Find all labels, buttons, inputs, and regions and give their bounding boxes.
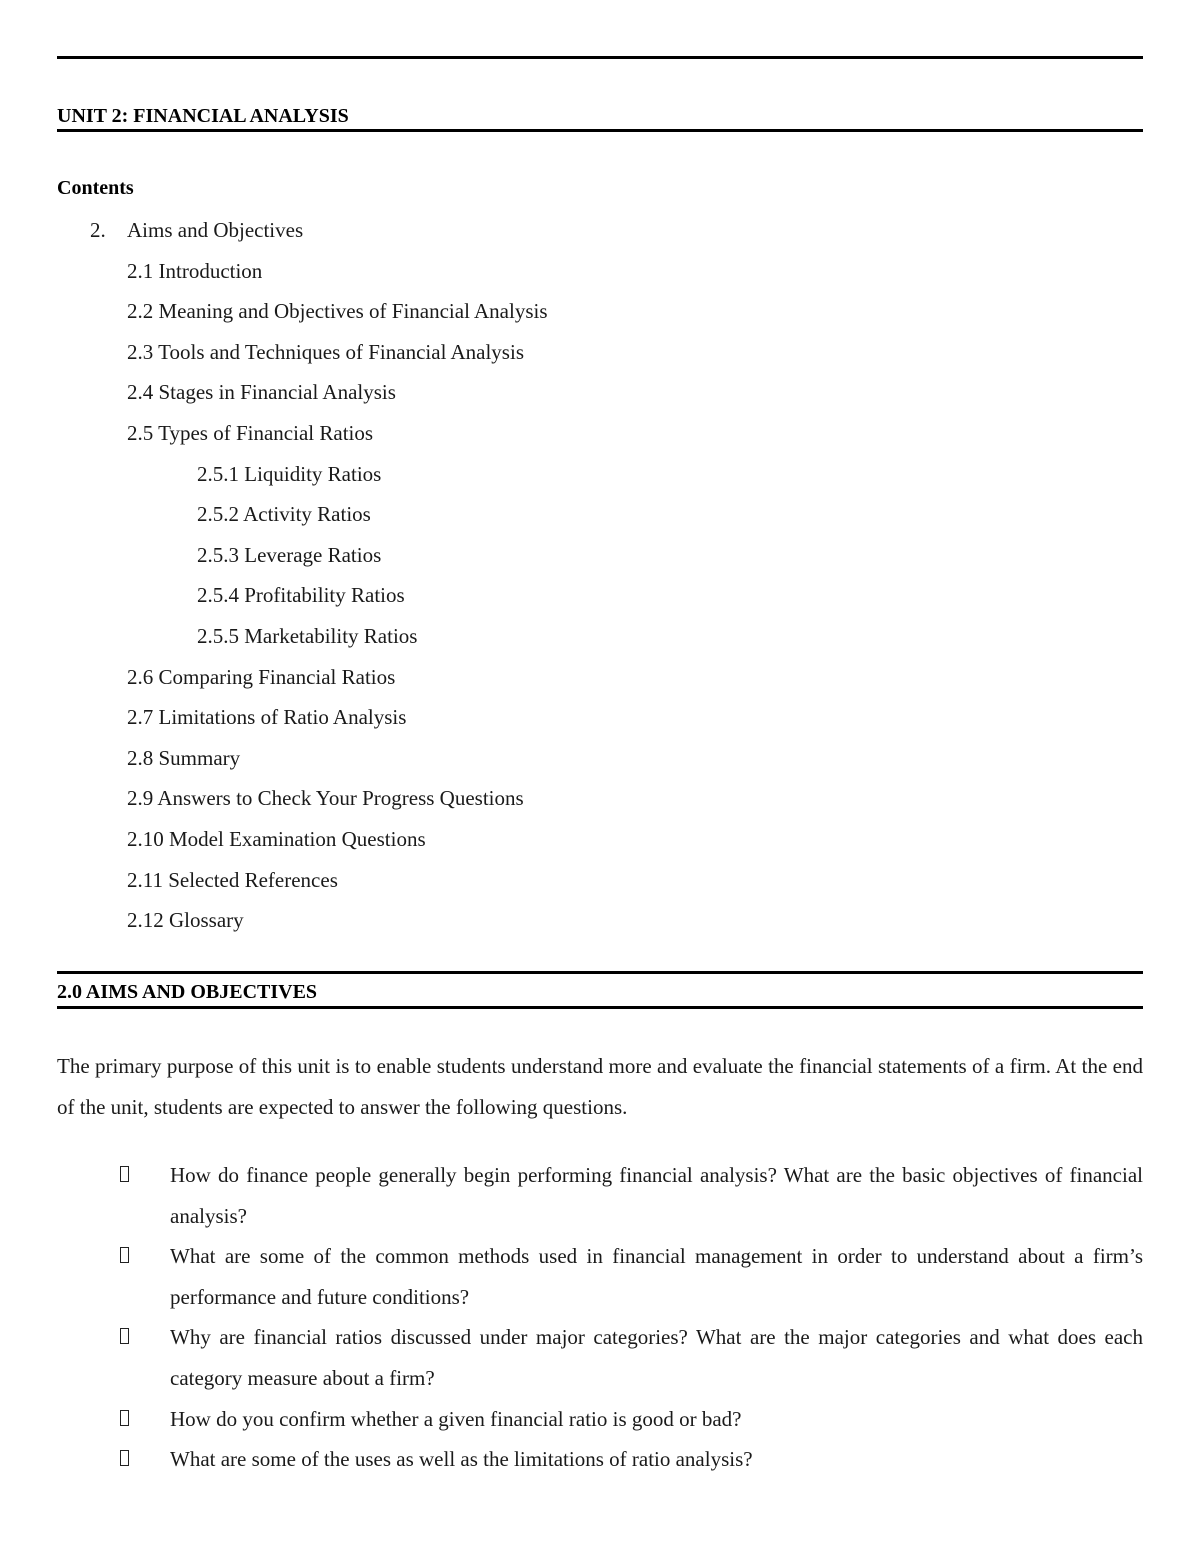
toc-main-label: Aims and Objectives: [127, 218, 304, 242]
toc-item-label: 2.4 Stages in Financial Analysis: [127, 380, 396, 405]
section-heading: 2.0 AIMS AND OBJECTIVES: [57, 981, 318, 1003]
top-rule: [57, 56, 1143, 59]
question-text: What are some of the uses as well as the limitations of ratio analysis?: [170, 1447, 753, 1472]
bullet-box-icon: [120, 1328, 129, 1344]
question-text: How do you confirm whether a given financial ratio is good or bad?: [170, 1406, 742, 1431]
question-item: [57, 1439, 1143, 1480]
objectives-question-list: [57, 1155, 1143, 1480]
bullet-box-icon: [120, 1410, 129, 1426]
question-text: Why are financial ratios discussed under major categories? What are the major categories and what does each category measure about a firm?: [170, 1325, 1143, 1390]
toc-subitem-label: 2.5.5 Marketability Ratios: [197, 623, 418, 648]
toc-item-label: 2.9 Answers to Check Your Progress Questions: [127, 786, 524, 811]
intro-paragraph: The primary purpose of this unit is to enable students understand more and evaluate the financial statements of a firm. At the end of the unit, students are expected to answer the following questions.: [57, 1054, 1143, 1119]
toc-item-label: 2.11 Selected References: [127, 867, 338, 892]
toc-main-number: 2.: [90, 218, 106, 242]
toc-subitem-label: 2.5.2 Activity Ratios: [197, 502, 371, 527]
question-item: [57, 1155, 1143, 1236]
toc-item-label: 2.5 Types of Financial Ratios: [127, 420, 374, 445]
toc-item-label: 2.6 Comparing Financial Ratios: [127, 664, 396, 689]
toc-item-label: 2.10 Model Examination Questions: [127, 826, 426, 851]
unit-heading-underline: [57, 129, 1143, 132]
toc-item-label: 2.7 Limitations of Ratio Analysis: [127, 705, 407, 730]
bullet-box-icon: [120, 1450, 129, 1466]
bullet-box-icon: [120, 1166, 129, 1182]
section-top-rule: [57, 971, 1143, 974]
toc-item-label: 2.8 Summary: [127, 745, 241, 770]
question-item: [57, 1399, 1143, 1440]
bullet-box-icon: [120, 1247, 129, 1263]
question-item: [57, 1317, 1143, 1398]
unit-heading: UNIT 2: FINANCIAL ANALYSIS: [57, 105, 349, 127]
toc-item-label: 2.3 Tools and Techniques of Financial Analysis: [127, 339, 524, 364]
toc-item-label: 2.12 Glossary: [127, 908, 244, 933]
question-text: How do finance people generally begin performing financial analysis? What are the basic objectives of financial analysis?: [170, 1163, 1143, 1228]
toc-item-label: 2.1 Introduction: [127, 258, 263, 283]
toc-item-label: 2.2 Meaning and Objectives of Financial Analysis: [127, 299, 548, 324]
question-text: What are some of the common methods used in financial management in order to understand about a firm’s performance and future conditions?: [170, 1244, 1143, 1309]
toc-subitem-label: 2.5.3 Leverage Ratios: [197, 542, 382, 567]
contents-label: Contents: [57, 177, 134, 199]
question-item: [57, 1236, 1143, 1317]
toc-subitem-label: 2.5.1 Liquidity Ratios: [197, 461, 382, 486]
toc-subitem-label: 2.5.4 Profitability Ratios: [197, 583, 405, 608]
section-bottom-rule: [57, 1006, 1143, 1009]
